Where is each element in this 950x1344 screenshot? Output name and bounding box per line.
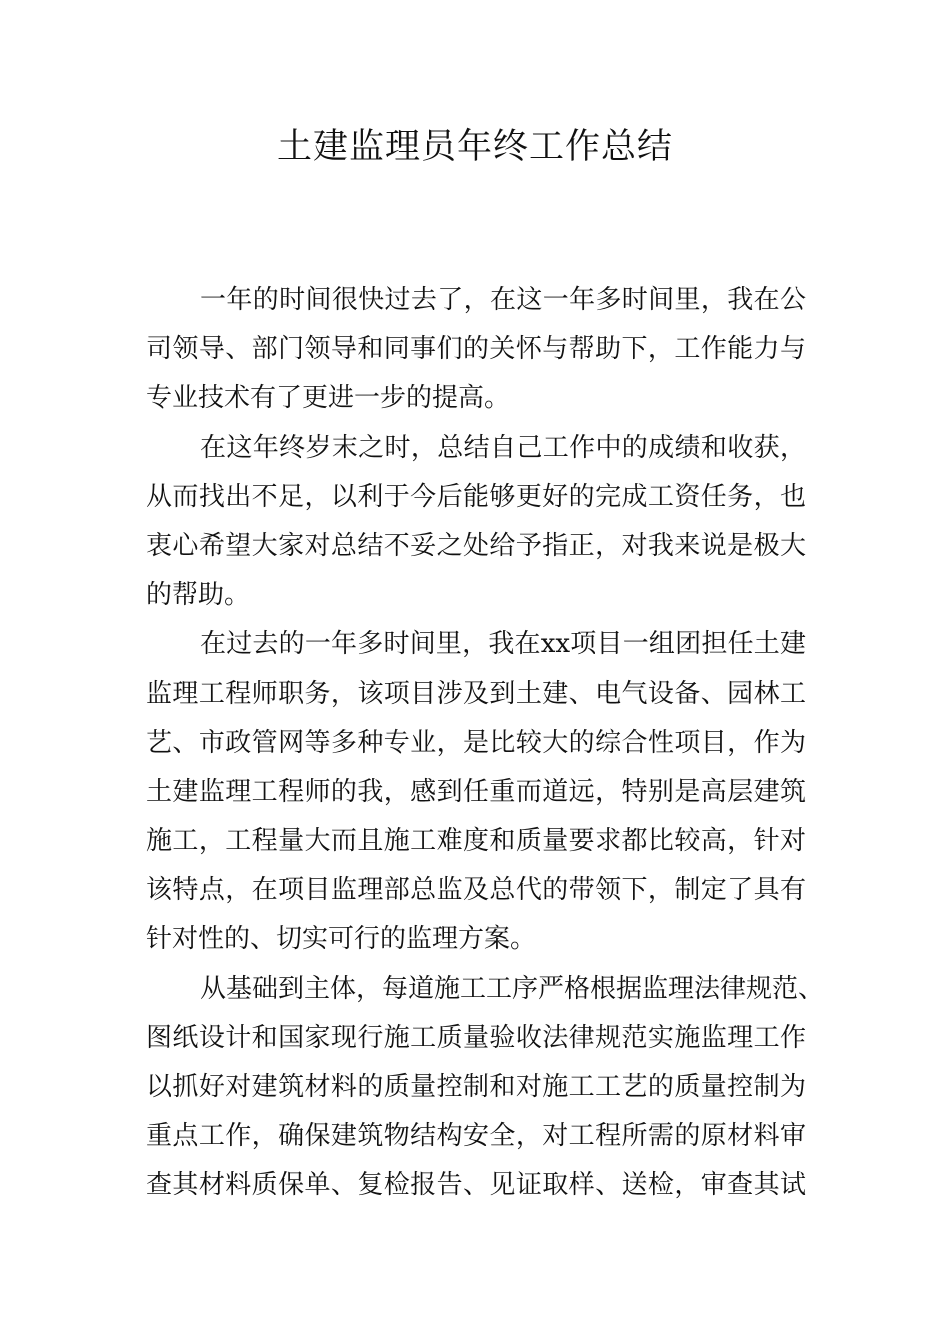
paragraph-3-line-6: 该特点，在项目监理部总监及总代的带领下，制定了具有 (146, 875, 806, 906)
document-title: 土建监理员年终工作总结 (276, 127, 673, 167)
paragraph-1-line-2: 司领导、部门领导和同事们的关怀与帮助下，工作能力与 (146, 334, 806, 365)
paragraph-4-line-3: 以抓好对建筑材料的质量控制和对施工工艺的质量控制为 (146, 1072, 806, 1102)
paragraph-1-line-3: 专业技术有了更进一步的提高。 (146, 383, 511, 414)
document-body (146, 276, 825, 1211)
paragraph-3-line-5: 施工，工程量大而且施工难度和质量要求都比较高，针对 (146, 826, 806, 857)
paragraph-3-line-1: 在过去的一年多时间里，我在xx项目一组团担任土建 (200, 629, 806, 660)
paragraph-3-line-7: 针对性的、切实可行的监理方案。 (146, 924, 537, 955)
paragraph-4-line-5: 查其材料质保单、复检报告、见证取样、送检，审查其试 (146, 1170, 806, 1201)
paragraph-3-line-2: 监理工程师职务，该项目涉及到土建、电气设备、园林工 (146, 678, 806, 709)
paragraph-3-line-4: 土建监理工程师的我，感到任重而道远，特别是高层建筑 (146, 776, 806, 807)
paragraph-1-line-1: 一年的时间很快过去了，在这一年多时间里，我在公 (200, 285, 806, 315)
paragraph-2-line-2: 从而找出不足，以利于今后能够更好的完成工资任务，也 (146, 481, 806, 512)
paragraph-4-line-4: 重点工作，确保建筑物结构安全，对工程所需的原材料审 (146, 1121, 806, 1152)
paragraph-4-line-1: 从基础到主体，每道施工工序严格根据监理法律规范、 (200, 973, 825, 1004)
paragraph-2-line-1: 在这年终岁末之时，总结自己工作中的成绩和收获， (200, 432, 806, 463)
paragraph-4-line-2: 图纸设计和国家现行施工质量验收法律规范实施监理工作 (146, 1022, 806, 1053)
paragraph-2-line-3: 衷心希望大家对总结不妥之处给予指正，对我来说是极大 (146, 530, 806, 561)
paragraph-3-line-3: 艺、市政管网等多种专业，是比较大的综合性项目，作为 (146, 727, 806, 758)
paragraph-2-line-4: 的帮助。 (146, 580, 251, 611)
